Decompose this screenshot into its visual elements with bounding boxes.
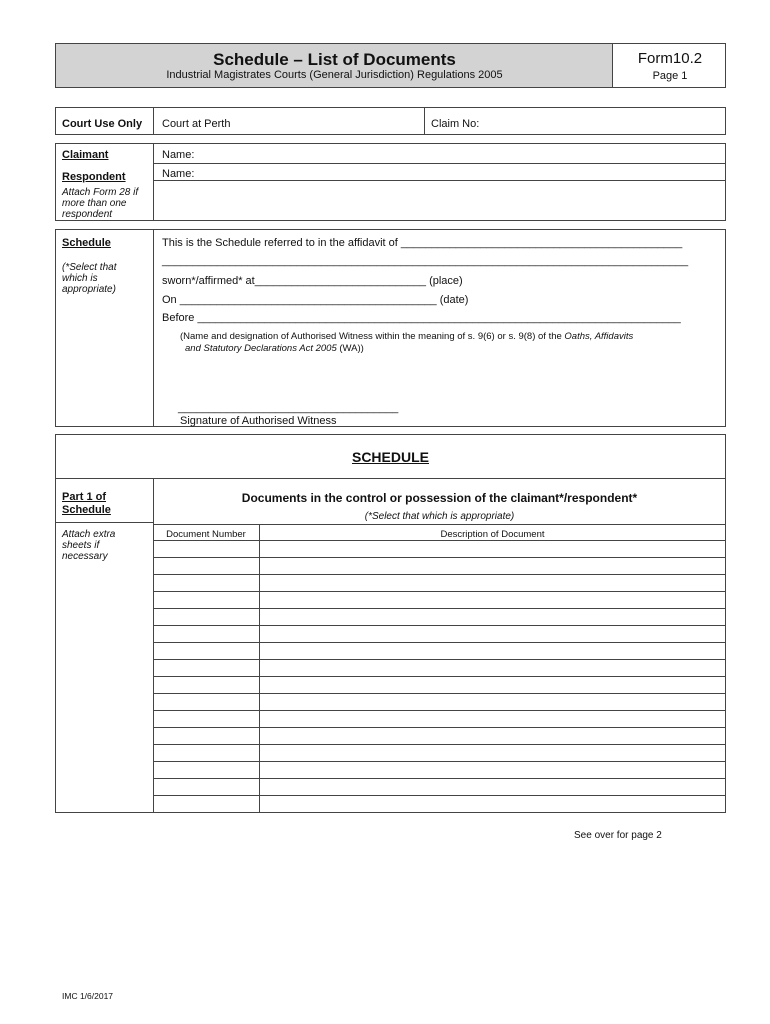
witness-note-cont — [185, 343, 364, 354]
affidavit-line-1: This is the Schedule referred to in the affidavit of ______________________________________________ — [162, 237, 683, 249]
table-row[interactable] — [153, 711, 726, 728]
claim-no-field: Claim No: — [431, 118, 480, 130]
claimant-label: Claimant — [62, 149, 109, 161]
court-use-row — [55, 107, 726, 135]
signature-label: Signature of Authorised Witness — [180, 415, 337, 427]
respondent-label: Respondent — [62, 171, 126, 183]
before-line: Before _______________________________________________________________________________ — [162, 312, 681, 324]
table-row[interactable] — [153, 643, 726, 660]
form-code: IMC 1/6/2017 — [62, 991, 114, 1001]
table-row[interactable] — [153, 677, 726, 694]
table-row[interactable] — [153, 541, 726, 558]
respondent-note: more than one — [62, 198, 127, 209]
doc-number-cell[interactable] — [154, 541, 260, 557]
part-note: (*Select that which is appropriate) — [364, 511, 515, 522]
doc-number-cell[interactable] — [154, 575, 260, 591]
signature-line: ____________________________________ — [178, 402, 399, 414]
court-at-field: Court at Perth — [162, 118, 231, 130]
col-description: Description of Document — [440, 529, 545, 540]
witness-note-act: Oaths, Affidavits — [564, 331, 634, 342]
respondent-note: respondent — [62, 209, 113, 220]
respondent-name-field: Name: — [162, 168, 195, 180]
doc-number-cell[interactable] — [154, 728, 260, 744]
table-row[interactable] — [153, 575, 726, 592]
respondent-note: Attach Form 28 if — [62, 187, 139, 198]
schedule-note: which is — [62, 273, 98, 284]
table-row[interactable] — [153, 728, 726, 745]
table-row[interactable] — [153, 609, 726, 626]
table-row[interactable] — [153, 660, 726, 677]
attach-note: Attach extra — [62, 529, 116, 540]
page-subtitle: Industrial Magistrates Courts (General Jurisdiction) Regulations 2005 — [166, 69, 503, 81]
table-row[interactable] — [153, 796, 726, 813]
parties-section — [55, 143, 726, 221]
witness-note-text: (WA)) — [336, 343, 364, 354]
doc-number-cell[interactable] — [154, 796, 260, 812]
page-title: Schedule – List of Documents — [213, 50, 456, 69]
part-title: Documents in the control or possession of the claimant*/respondent* — [241, 491, 638, 505]
schedule-note: appropriate) — [62, 284, 116, 295]
doc-number-cell[interactable] — [154, 779, 260, 795]
doc-number-cell[interactable] — [154, 609, 260, 625]
doc-number-cell[interactable] — [154, 745, 260, 761]
doc-number-cell[interactable] — [154, 762, 260, 778]
claimant-name-field: Name: — [162, 149, 195, 161]
sworn-place-line: sworn*/affirmed* at____________________________ (place) — [162, 275, 463, 287]
affidavit-line-2: ______________________________________________________________________________________ — [162, 255, 689, 267]
court-use-label: Court Use Only — [62, 118, 143, 130]
part-label: Part 1 of — [62, 491, 107, 503]
witness-note — [180, 331, 633, 342]
doc-number-cell[interactable] — [154, 677, 260, 693]
form-number: Form10.2 — [637, 50, 703, 67]
doc-number-cell[interactable] — [154, 711, 260, 727]
table-row[interactable] — [153, 745, 726, 762]
attach-note: necessary — [62, 551, 108, 562]
part-label: Schedule — [62, 504, 111, 516]
attach-note: sheets if — [62, 540, 100, 551]
doc-number-cell[interactable] — [154, 626, 260, 642]
witness-note-text: (Name and designation of Authorised Witness within the meaning of s. 9(6) or s. 9(8) of the — [180, 331, 565, 342]
table-row[interactable] — [153, 779, 726, 796]
date-line: On __________________________________________ (date) — [162, 294, 469, 306]
doc-number-cell[interactable] — [154, 660, 260, 676]
see-over-note: See over for page 2 — [574, 830, 662, 841]
table-row[interactable] — [153, 558, 726, 575]
doc-number-cell[interactable] — [154, 592, 260, 608]
doc-number-cell[interactable] — [154, 694, 260, 710]
schedule-heading: SCHEDULE — [351, 449, 429, 465]
doc-number-cell[interactable] — [154, 643, 260, 659]
col-doc-number: Document Number — [166, 529, 246, 540]
table-row[interactable] — [153, 694, 726, 711]
schedule-note: (*Select that — [62, 262, 117, 273]
doc-number-cell[interactable] — [154, 558, 260, 574]
witness-note-act: and Statutory Declarations Act 2005 — [185, 343, 337, 354]
table-row[interactable] — [153, 626, 726, 643]
table-row[interactable] — [153, 762, 726, 779]
page-number: Page 1 — [652, 70, 688, 82]
schedule-label: Schedule — [62, 237, 111, 249]
table-row[interactable] — [153, 592, 726, 609]
